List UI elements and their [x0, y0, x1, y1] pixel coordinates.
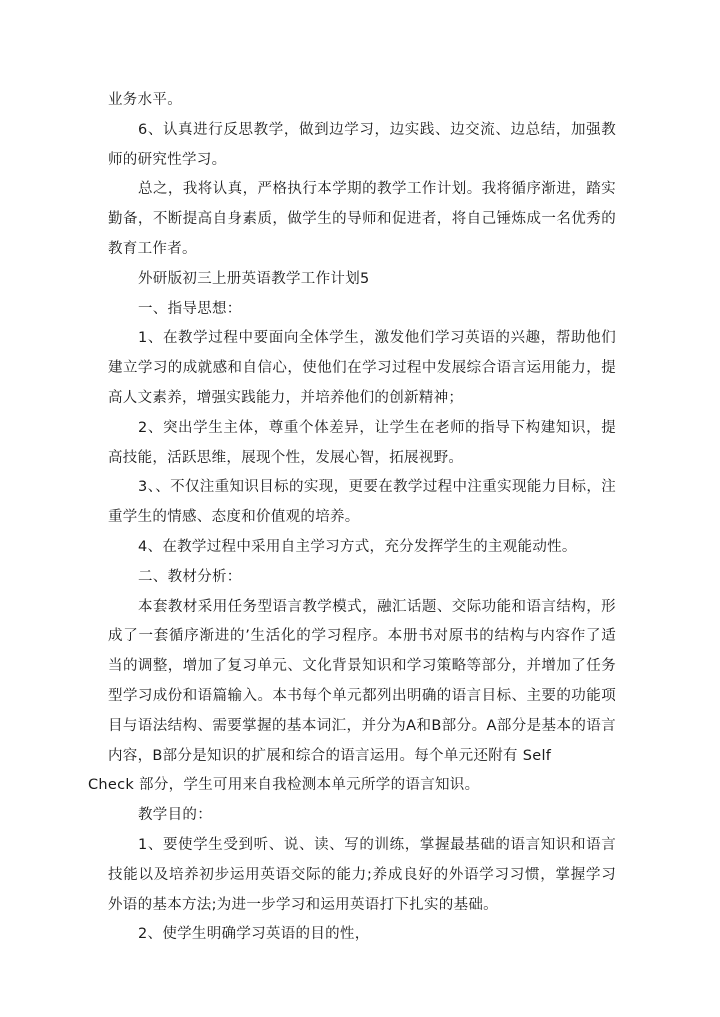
paragraph-summary: 总之，我将认真，严格执行本学期的教学工作计划。我将循序渐进，踏实勤备，不断提高自身素质，做学生的导师和促进者，将自己锤炼成一名优秀的教育工作者。 [108, 181, 616, 257]
paragraph-item-3: 3、、不仅注重知识目标的实现，更要在教学过程中注重实现能力目标，注重学生的情感、态度和价值观的培养。 [108, 479, 616, 526]
heading-guiding-ideology: 一、指导思想： [138, 300, 242, 317]
paragraph-item-1: 1、在教学过程中要面向全体学生，激发他们学习英语的兴趣，帮助他们建立学习的成就感和自信心，使他们在学习过程中发展综合语言运用能力，提高人文素养，增强实践能力，并培养他们的创新精神； [108, 330, 616, 406]
paragraph-self-check: Check 部分，学生可用来自我检测本单元所学的语言知识。 [88, 777, 480, 794]
paragraph-textbook-description: 本套教材采用任务型语言教学模式，融汇话题、交际功能和语言结构，形成了一套循序渐进的’生活化的学习程序。本册书对原书的结构与内容作了适当的调整，增加了复习单元、文化背景知识和学习策略等部分，并增加了任务型学习成份和语篇输入。本书每个单元都列出明确的语言目标、主要的功能项目与语法结构、需要掌握的基本词汇，并分为A和B部分。A部分是基本的语言内容，B部分是知识的扩展和综合的语言运用。每个单元还附有 Self [108, 598, 616, 764]
paragraph-item-2: 2、突出学生主体，尊重个体差异，让学生在老师的指导下构建知识，提高技能，活跃思维，展现个性，发展心智，拓展视野。 [108, 419, 616, 466]
paragraph-objective-1: 1、要使学生受到听、说、读、写的训练，掌握最基础的语言知识和语言技能以及培养初步运用英语交际的能力;养成良好的外语学习习惯，掌握学习外语的基本方法;为进一步学习和运用英语打下扎实的基础。 [108, 836, 616, 913]
document-page [88, 86, 616, 950]
paragraph-item-4: 4、在教学过程中采用自主学习方式，充分发挥学生的主观能动性。 [138, 538, 577, 555]
paragraph-objective-2: 2、使学生明确学习英语的目的性， [138, 926, 370, 943]
paragraph-reflective-teaching: 6、认真进行反思教学，做到边学习，边实践、边交流、边总结，加强教师的研究性学习。 [108, 121, 616, 168]
paragraph-business-level: 业务水平。 [108, 92, 182, 108]
heading-teaching-objectives: 教学目的： [138, 807, 212, 824]
section-title-plan-5: 外研版初三上册英语教学工作计划5 [138, 270, 370, 287]
heading-textbook-analysis: 二、教材分析： [138, 568, 242, 585]
